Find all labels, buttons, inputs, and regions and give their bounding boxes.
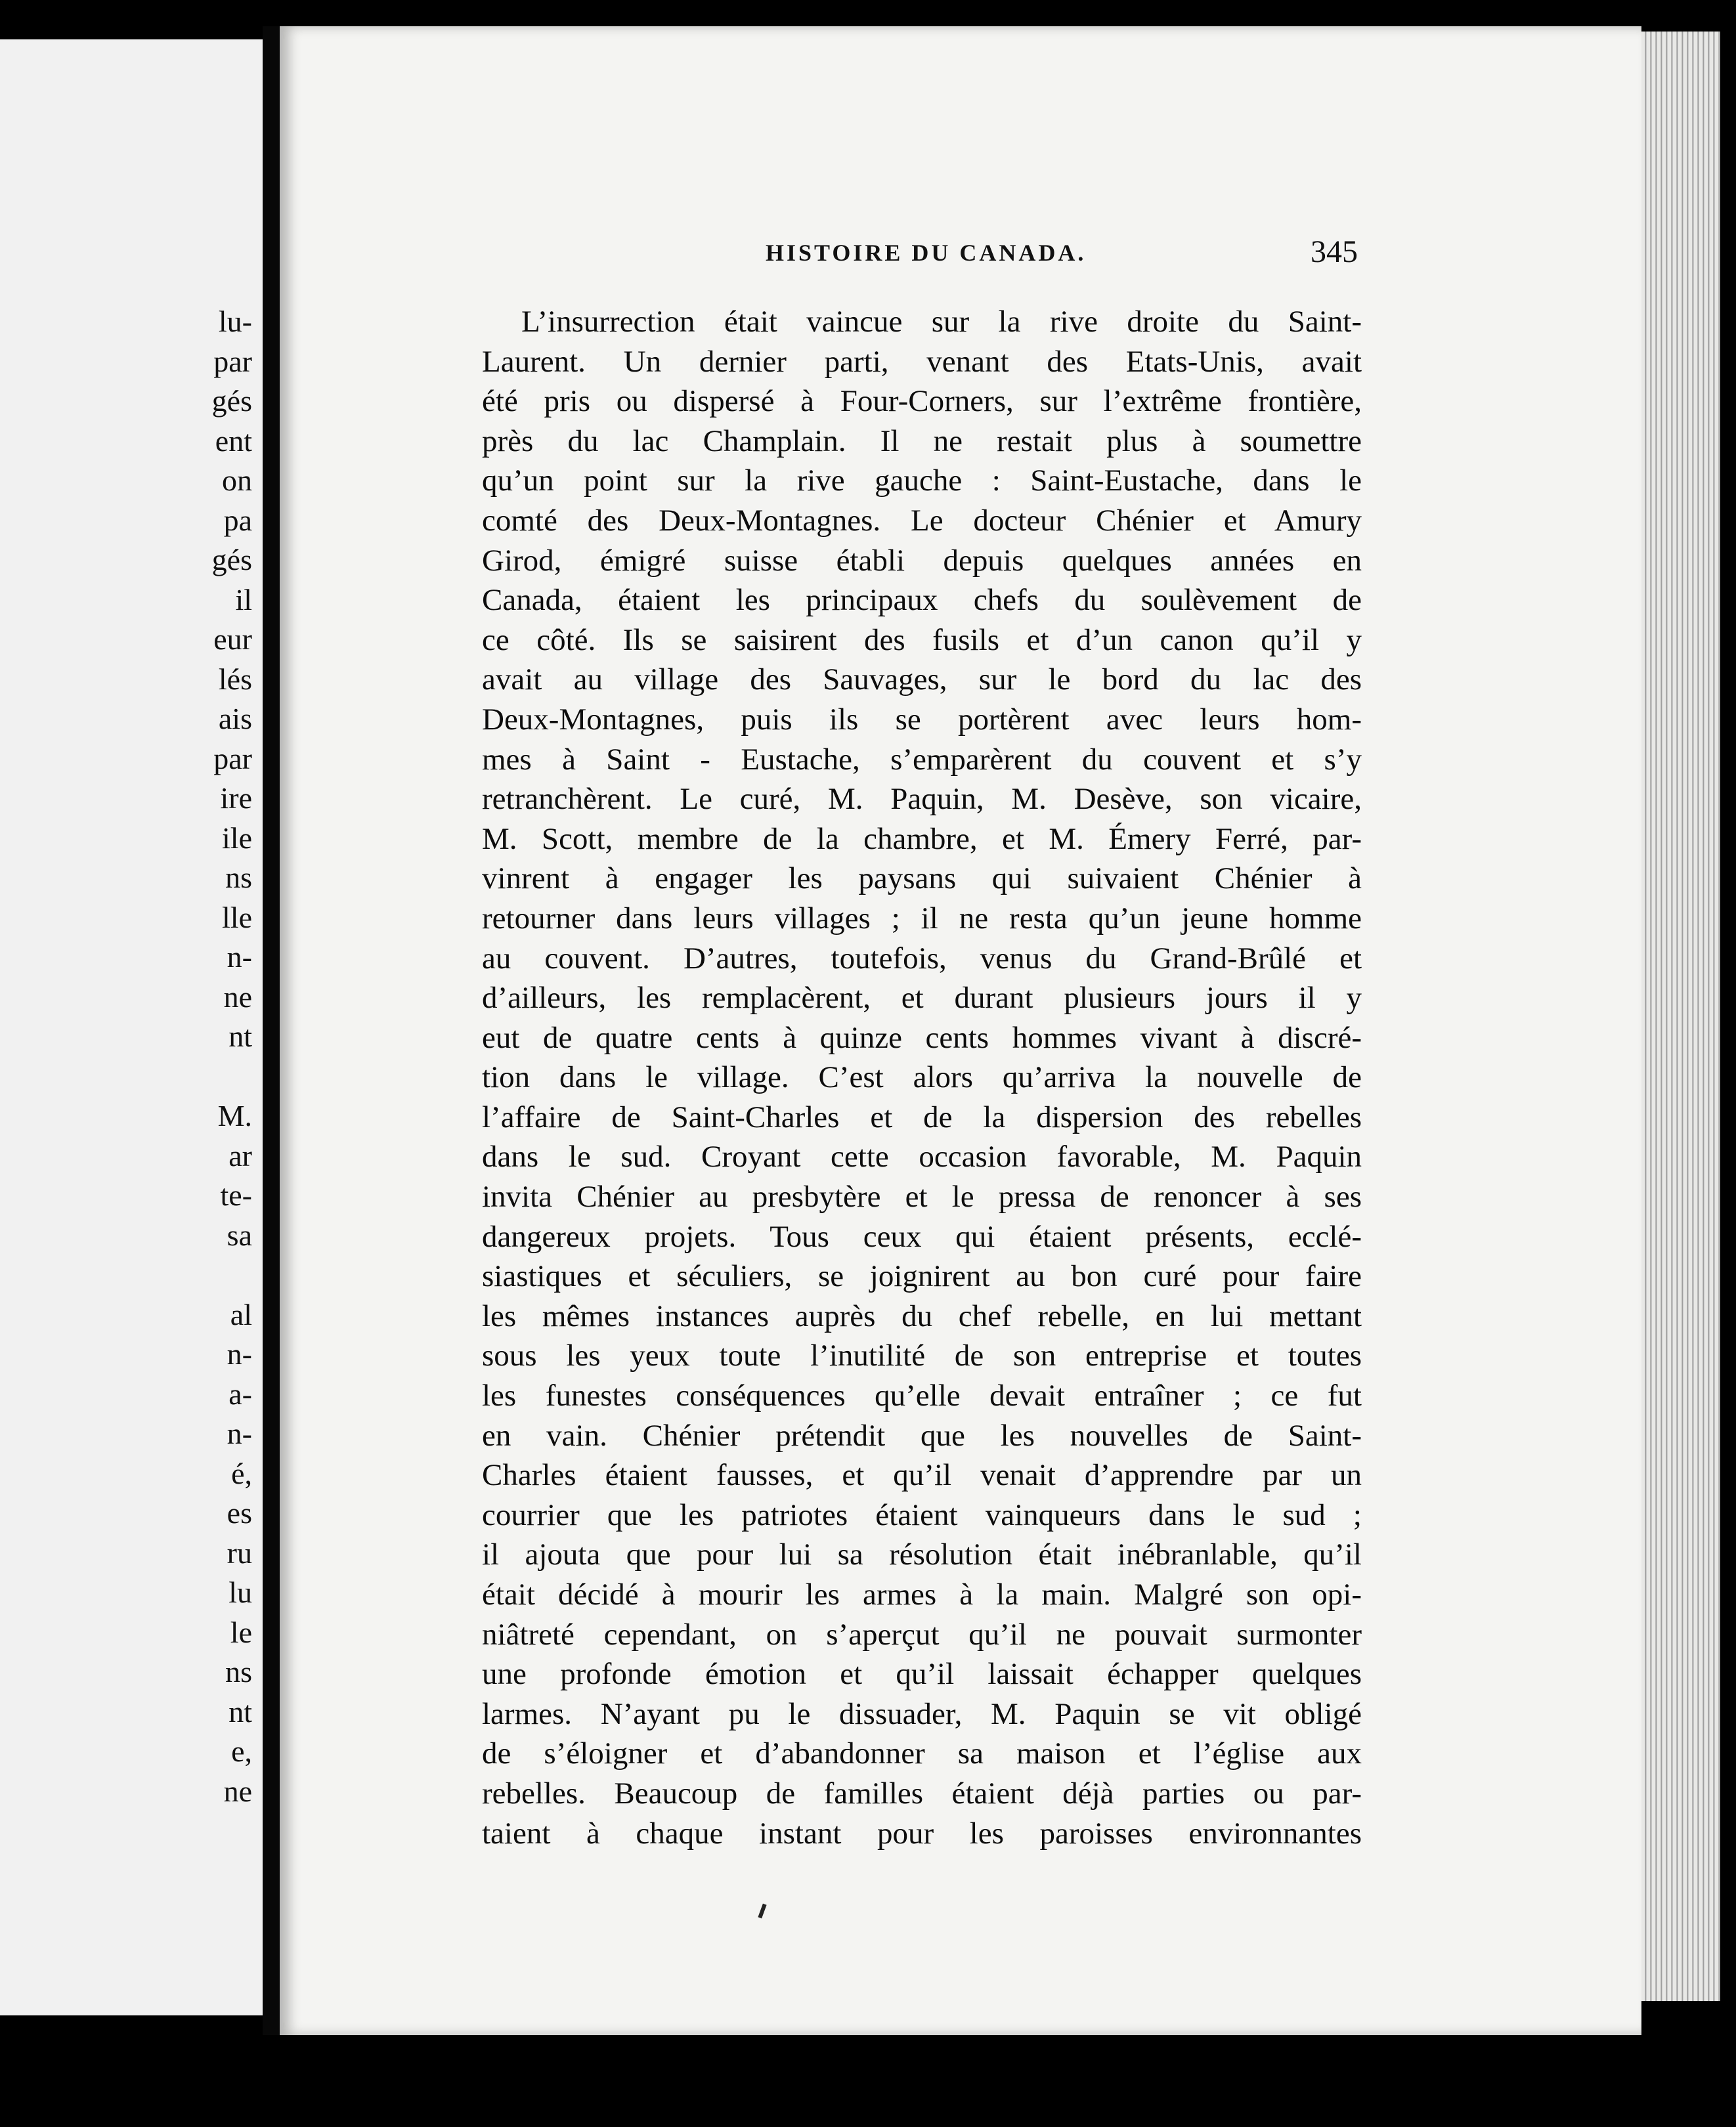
- text-line: Deux-Montagnes, puis ils se portèrent avec leurs hom-: [482, 702, 1362, 737]
- previous-page: [0, 39, 267, 2015]
- text-line: M. Scott, membre de la chambre, et M. Émery Ferré, par-: [482, 821, 1362, 856]
- previous-page-line-fragment: eur: [213, 622, 252, 656]
- previous-page-line-fragment: il: [235, 582, 252, 616]
- previous-page-line-fragment: ent: [215, 423, 252, 458]
- previous-page-line-fragment: par: [213, 741, 252, 775]
- text-line: siastiques et séculiers, se joignirent au bon curé pour faire: [482, 1259, 1362, 1294]
- text-line: été pris ou dispersé à Four-Corners, sur l’extrême frontière,: [482, 384, 1362, 419]
- text-line: en vain. Chénier prétendit que les nouvelles de Saint-: [482, 1418, 1362, 1453]
- previous-page-line-fragment: es: [227, 1496, 252, 1530]
- previous-page-line-fragment: lu: [228, 1576, 252, 1609]
- previous-page-line-fragment: sa: [227, 1218, 252, 1252]
- text-line: avait au village des Sauvages, sur le bord du lac des: [482, 662, 1362, 697]
- previous-page-line-fragment: M.: [217, 1099, 252, 1132]
- text-line: Charles étaient fausses, et qu’il venait d’apprendre par un: [482, 1458, 1362, 1493]
- text-line: Girod, émigré suisse établi depuis quelques années en: [482, 543, 1362, 578]
- text-line: Laurent. Un dernier parti, venant des Etats-Unis, avait: [482, 344, 1362, 379]
- text-line: niâtreté cependant, on s’aperçut qu’il ne pouvait surmonter: [482, 1617, 1362, 1652]
- previous-page-line-fragment: ile: [222, 821, 252, 855]
- text-line: au couvent. D’autres, toutefois, venus du Grand-Brûlé et: [482, 941, 1362, 976]
- text-line: L’insurrection était vaincue sur la rive droite du Saint-: [521, 305, 1362, 339]
- page-edges: [1641, 32, 1720, 2001]
- previous-page-line-fragment: ire: [220, 781, 252, 815]
- previous-page-line-fragment: nt: [228, 1020, 252, 1053]
- previous-page-line-fragment: al: [230, 1297, 252, 1331]
- text-line: rebelles. Beaucoup de familles étaient déjà parties ou par-: [482, 1776, 1362, 1811]
- previous-page-line-fragment: n-: [227, 940, 252, 974]
- text-line: courrier que les patriotes étaient vainqueurs dans le sud ;: [482, 1497, 1362, 1532]
- text-line: tion dans le village. C’est alors qu’arriva la nouvelle de: [482, 1060, 1362, 1095]
- text-line: ce côté. Ils se saisirent des fusils et d’un canon qu’il y: [482, 622, 1362, 657]
- text-line: mes à Saint - Eustache, s’emparèrent du couvent et s’y: [482, 742, 1362, 777]
- text-line: les mêmes instances auprès du chef rebelle, en lui mettant: [482, 1299, 1362, 1333]
- text-line: dangereux projets. Tous ceux qui étaient présents, ecclé-: [482, 1219, 1362, 1254]
- book-gutter: [263, 26, 280, 2035]
- previous-page-line-fragment: [212, 1057, 252, 1097]
- text-line: Canada, étaient les principaux chefs du soulèvement de: [482, 583, 1362, 618]
- previous-page-line-fragment: n-: [227, 1417, 252, 1450]
- text-line: retranchèrent. Le curé, M. Paquin, M. Desève, son vicaire,: [482, 782, 1362, 817]
- previous-page-line-fragment: ns: [225, 861, 252, 894]
- text-line: taient à chaque instant pour les paroisses environnantes: [482, 1816, 1362, 1851]
- previous-page-line-fragment: nt: [228, 1694, 252, 1729]
- previous-page-line-fragment: gés: [211, 384, 252, 418]
- text-line: sous les yeux toute l’inutilité de son entreprise et toutes: [482, 1339, 1362, 1373]
- previous-page-line-fragment: ne: [223, 1774, 252, 1808]
- text-line: il ajouta que pour lui sa résolution était inébranlable, qu’il: [482, 1537, 1362, 1572]
- text-line: vinrent à engager les paysans qui suivaient Chénier à: [482, 861, 1362, 896]
- previous-page-line-fragment: ru: [227, 1536, 252, 1570]
- previous-page-line-fragment: é,: [231, 1456, 252, 1490]
- previous-page-text: [212, 302, 252, 1811]
- previous-page-line-fragment: [212, 1255, 252, 1295]
- text-line: de s’éloigner et d’abandonner sa maison et l’église aux: [482, 1736, 1362, 1771]
- text-line: dans le sud. Croyant cette occasion favorable, M. Paquin: [482, 1140, 1362, 1174]
- text-line: larmes. N’ayant pu le dissuader, M. Paquin se vit obligé: [482, 1696, 1362, 1731]
- previous-page-line-fragment: ns: [225, 1655, 252, 1688]
- previous-page-line-fragment: lle: [222, 900, 252, 934]
- previous-page-line-fragment: ais: [218, 702, 252, 735]
- previous-page-line-fragment: ar: [228, 1138, 252, 1172]
- text-line: était décidé à mourir les armes à la main. Malgré son opi-: [482, 1578, 1362, 1612]
- text-line: les funestes conséquences qu’elle devait entraîner ; ce fut: [482, 1379, 1362, 1413]
- text-line: eut de quatre cents à quinze cents hommes vivant à discré-: [482, 1020, 1362, 1055]
- previous-page-line-fragment: pa: [223, 503, 252, 537]
- text-line: l’affaire de Saint-Charles et de la dispersion des rebelles: [482, 1100, 1362, 1134]
- body-text: [482, 302, 1362, 1853]
- previous-page-line-fragment: a-: [228, 1377, 252, 1411]
- running-head: HISTOIRE DU CANADA.: [766, 240, 1087, 266]
- previous-page-line-fragment: le: [230, 1615, 252, 1649]
- previous-page-line-fragment: lés: [218, 662, 252, 696]
- previous-page-line-fragment: par: [213, 344, 252, 378]
- previous-page-line-fragment: on: [222, 463, 252, 497]
- previous-page-line-fragment: n-: [227, 1337, 252, 1371]
- text-line: près du lac Champlain. Il ne restait plus à soumettre: [482, 423, 1362, 458]
- previous-page-line-fragment: gés: [211, 543, 252, 576]
- previous-page-line-fragment: te-: [220, 1178, 252, 1212]
- text-line: une profonde émotion et qu’il laissait échapper quelques: [482, 1657, 1362, 1692]
- previous-page-line-fragment: lu-: [218, 305, 252, 338]
- previous-page-line-fragment: ne: [223, 979, 252, 1014]
- text-line: qu’un point sur la rive gauche : Saint-Eustache, dans le: [482, 463, 1362, 498]
- text-line: invita Chénier au presbytère et le pressa de renoncer à ses: [482, 1180, 1362, 1214]
- text-line: retourner dans leurs villages ; il ne resta qu’un jeune homme: [482, 901, 1362, 935]
- text-line: comté des Deux-Montagnes. Le docteur Chénier et Amury: [482, 503, 1362, 538]
- page-number: 345: [1311, 234, 1358, 269]
- previous-page-line-fragment: e,: [231, 1734, 252, 1768]
- text-line: d’ailleurs, les remplacèrent, et durant plusieurs jours il y: [482, 981, 1362, 1016]
